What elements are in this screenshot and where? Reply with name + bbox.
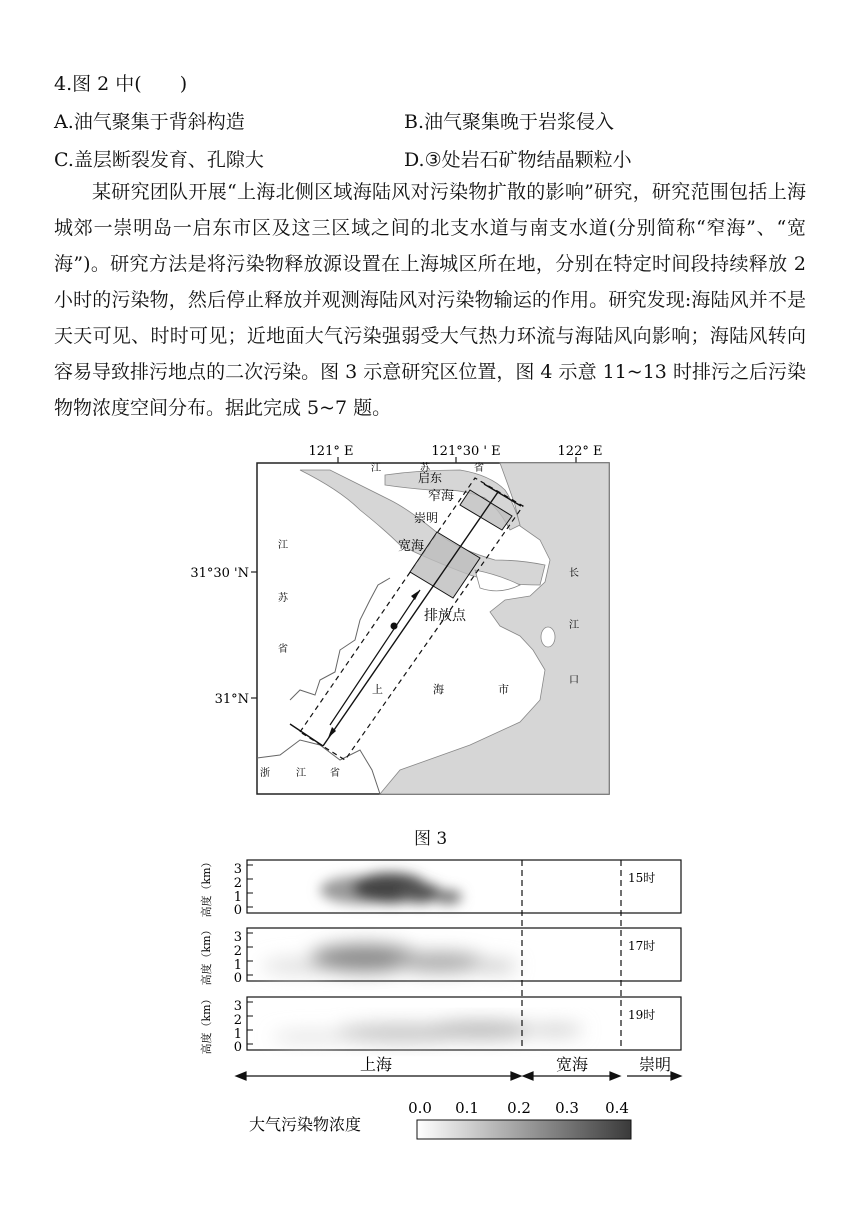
legend-tick-0: 0.0 bbox=[408, 1099, 432, 1117]
option-c: C.盖层断裂发育、孔隙大 bbox=[54, 149, 264, 171]
legend-tick-2: 0.2 bbox=[507, 1099, 531, 1117]
figure-3-map bbox=[190, 436, 620, 798]
legend-tick-1: 0.1 bbox=[455, 1099, 479, 1117]
qidong-label: 启东 bbox=[418, 471, 443, 485]
time-label-17: 17时 bbox=[628, 939, 656, 953]
region-kuanhai: 宽海 bbox=[555, 1055, 589, 1074]
shanghai-3: 市 bbox=[498, 683, 509, 696]
time-label-19: 19时 bbox=[628, 1008, 656, 1022]
option-d: D.③处岩石矿物结晶颗粒小 bbox=[404, 149, 632, 171]
lat-label-31: 31°N bbox=[214, 692, 249, 707]
zhejiang-3: 省 bbox=[330, 768, 340, 779]
jiangsu-top-1: 江 bbox=[371, 463, 381, 474]
legend-tick-4: 0.4 bbox=[605, 1099, 629, 1117]
p1-ytick-1: 1 bbox=[233, 890, 242, 905]
lon-label-121-30: 121°30 ' E bbox=[431, 444, 501, 459]
changjiangkou-1: 长 bbox=[569, 568, 579, 579]
jiangsu-top-3: 省 bbox=[474, 463, 484, 474]
legend-gradient-bar bbox=[417, 1120, 631, 1139]
p1-ytick-0: 0 bbox=[233, 903, 242, 918]
lat-label-31-30: 31°30 'N bbox=[190, 566, 249, 581]
p2-ytick-3: 3 bbox=[233, 930, 242, 945]
figure-4-chart bbox=[190, 850, 690, 1150]
p2-ytick-0: 0 bbox=[233, 971, 242, 986]
p3-yaxis-title: 高度（km） bbox=[200, 993, 213, 1055]
region-chongming: 崇明 bbox=[638, 1055, 672, 1074]
p3-ytick-3: 3 bbox=[233, 999, 242, 1014]
p2-ytick-2: 2 bbox=[233, 944, 242, 959]
jiangsu-top-2: 苏 bbox=[420, 463, 430, 474]
changjiangkou-2: 江 bbox=[569, 620, 579, 631]
figure-3-caption: 图 3 bbox=[414, 829, 448, 849]
chongming-label: 崇明 bbox=[414, 511, 439, 525]
p3-ytick-2: 2 bbox=[233, 1013, 242, 1028]
legend-tick-3: 0.3 bbox=[555, 1099, 579, 1117]
p2-ytick-1: 1 bbox=[233, 958, 242, 973]
p1-yaxis-title: 高度（km） bbox=[200, 856, 213, 918]
changjiangkou-3: 口 bbox=[569, 675, 579, 686]
zhejiang-1: 浙 bbox=[260, 768, 270, 779]
release-point-label: 排放点 bbox=[424, 608, 466, 624]
region-shanghai: 上海 bbox=[359, 1055, 393, 1074]
p2-yaxis-title: 高度（km） bbox=[200, 924, 213, 986]
legend-title: 大气污染物浓度 bbox=[249, 1115, 362, 1134]
panel-15h bbox=[247, 860, 681, 913]
shanghai-1: 上 bbox=[372, 683, 383, 696]
jiangsu-left-2: 苏 bbox=[278, 593, 288, 604]
jiangsu-left-1: 江 bbox=[278, 540, 288, 551]
panel-19h bbox=[247, 997, 681, 1050]
question-4-stem: 4.图 2 中( ) bbox=[54, 73, 188, 95]
time-label-15: 15时 bbox=[628, 871, 656, 885]
zhaihai-label: 窄海 bbox=[428, 489, 455, 504]
zhejiang-2: 江 bbox=[296, 768, 306, 779]
shanghai-2: 海 bbox=[433, 683, 444, 696]
panel-17h bbox=[247, 928, 681, 981]
option-b: B.油气聚集晚于岩浆侵入 bbox=[404, 111, 615, 133]
kuanhai-label: 宽海 bbox=[398, 539, 425, 554]
option-a: A.油气聚集于背斜构造 bbox=[54, 111, 245, 133]
p1-ytick-3: 3 bbox=[233, 862, 242, 877]
p3-ytick-0: 0 bbox=[233, 1040, 242, 1055]
p1-ytick-2: 2 bbox=[233, 876, 242, 891]
jiangsu-left-3: 省 bbox=[278, 644, 288, 655]
passage-text: 某研究团队开展“上海北侧区域海陆风对污染物扩散的影响”研究，研究范围包括上海城郊一崇明岛一启东市区及这三区域之间的北支水道与南支水道(分别简称“窄海”、“宽海”)。研究方法是将污染物释放源设置在上海城区所在地，分别在特定时间段持续释放 2 小时的污染物，然后停止释放并观测海陆风对污染物输运的作用。研究发现:海陆风并不是天天可见、时时可见；近地面大气污染强弱受大气热力环流与海陆风向影响；海陆风转向容易导致排污地点的二次污染。图 3 示意研究区位置，图 4 示意 11~13 时排污之后污染物物浓度空间分布。据此完成 5~7 题。 bbox=[54, 181, 806, 419]
release-point-marker bbox=[391, 623, 398, 630]
p3-ytick-1: 1 bbox=[233, 1027, 242, 1042]
lon-label-122: 122° E bbox=[557, 444, 603, 459]
lon-label-121: 121° E bbox=[308, 444, 354, 459]
